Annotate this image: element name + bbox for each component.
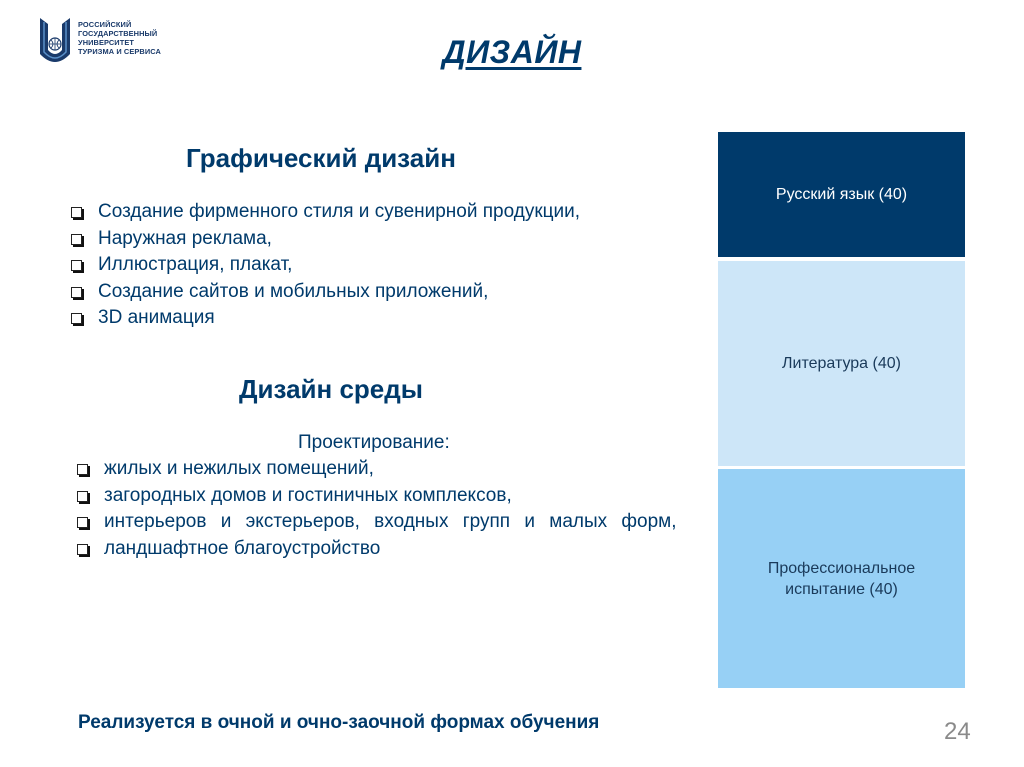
exam-box-professional: [718, 469, 965, 688]
checkbox-bullet-icon: [77, 491, 88, 502]
graphic-design-list: [68, 199, 580, 332]
logo-line: УНИВЕРСИТЕТ: [78, 38, 134, 47]
checkbox-bullet-icon: [77, 517, 88, 528]
checkbox-bullet-icon: [77, 544, 88, 555]
list-item: [74, 456, 706, 483]
exam-label: Русский язык (40): [775, 186, 908, 203]
list-item-text: Создание фирменного стиля и сувенирной продукции,: [98, 201, 581, 222]
checkbox-bullet-icon: [71, 207, 82, 218]
list-item: [68, 252, 580, 279]
checkbox-bullet-icon: [77, 464, 88, 475]
list-item: [74, 536, 706, 563]
list-item: [74, 509, 706, 536]
checkbox-bullet-icon: [71, 287, 82, 298]
list-item-text: Иллюстрация, плакат,: [98, 254, 293, 275]
list-item-text: Создание сайтов и мобильных приложений,: [98, 280, 489, 302]
exam-box-russian: [718, 132, 965, 257]
study-forms-note: Реализуется в очной и очно-заочной формах обучения: [78, 712, 600, 733]
environment-design-list: [74, 456, 706, 562]
page-title: ДИЗАЙН: [442, 34, 582, 70]
checkbox-bullet-icon: [71, 313, 82, 324]
list-item: [68, 226, 580, 253]
list-item: [68, 279, 580, 306]
list-item: [74, 483, 706, 510]
logo-line: РОССИЙСКИЙ: [78, 20, 132, 29]
list-item-text: жилых и нежилых помещений,: [104, 458, 374, 479]
logo-line: ТУРИЗМА И СЕРВИСА: [78, 47, 161, 56]
environment-design-subheading: Проектирование:: [298, 432, 450, 453]
checkbox-bullet-icon: [71, 234, 82, 245]
list-item-text: ландшафтное благоустройство: [104, 537, 381, 559]
list-item-text: интерьеров и экстерьеров, входных групп и малых форм,: [104, 511, 677, 532]
list-item: [68, 305, 580, 332]
logo-line: ГОСУДАРСТВЕННЫЙ: [78, 29, 158, 38]
environment-design-heading: Дизайн среды: [239, 374, 423, 404]
list-item-text: загородных домов и гостиничных комплексов,: [104, 484, 512, 506]
list-item-text: Наружная реклама,: [98, 227, 272, 249]
checkbox-bullet-icon: [71, 260, 82, 271]
list-item: [68, 199, 580, 226]
list-item-text: 3D анимация: [98, 307, 215, 328]
exam-label: Профессиональное испытание (40): [767, 559, 916, 598]
exam-label: Литература (40): [782, 355, 901, 372]
exam-box-literature: [718, 261, 965, 466]
graphic-design-heading: Графический дизайн: [186, 143, 456, 173]
page-number: 24: [944, 718, 971, 745]
